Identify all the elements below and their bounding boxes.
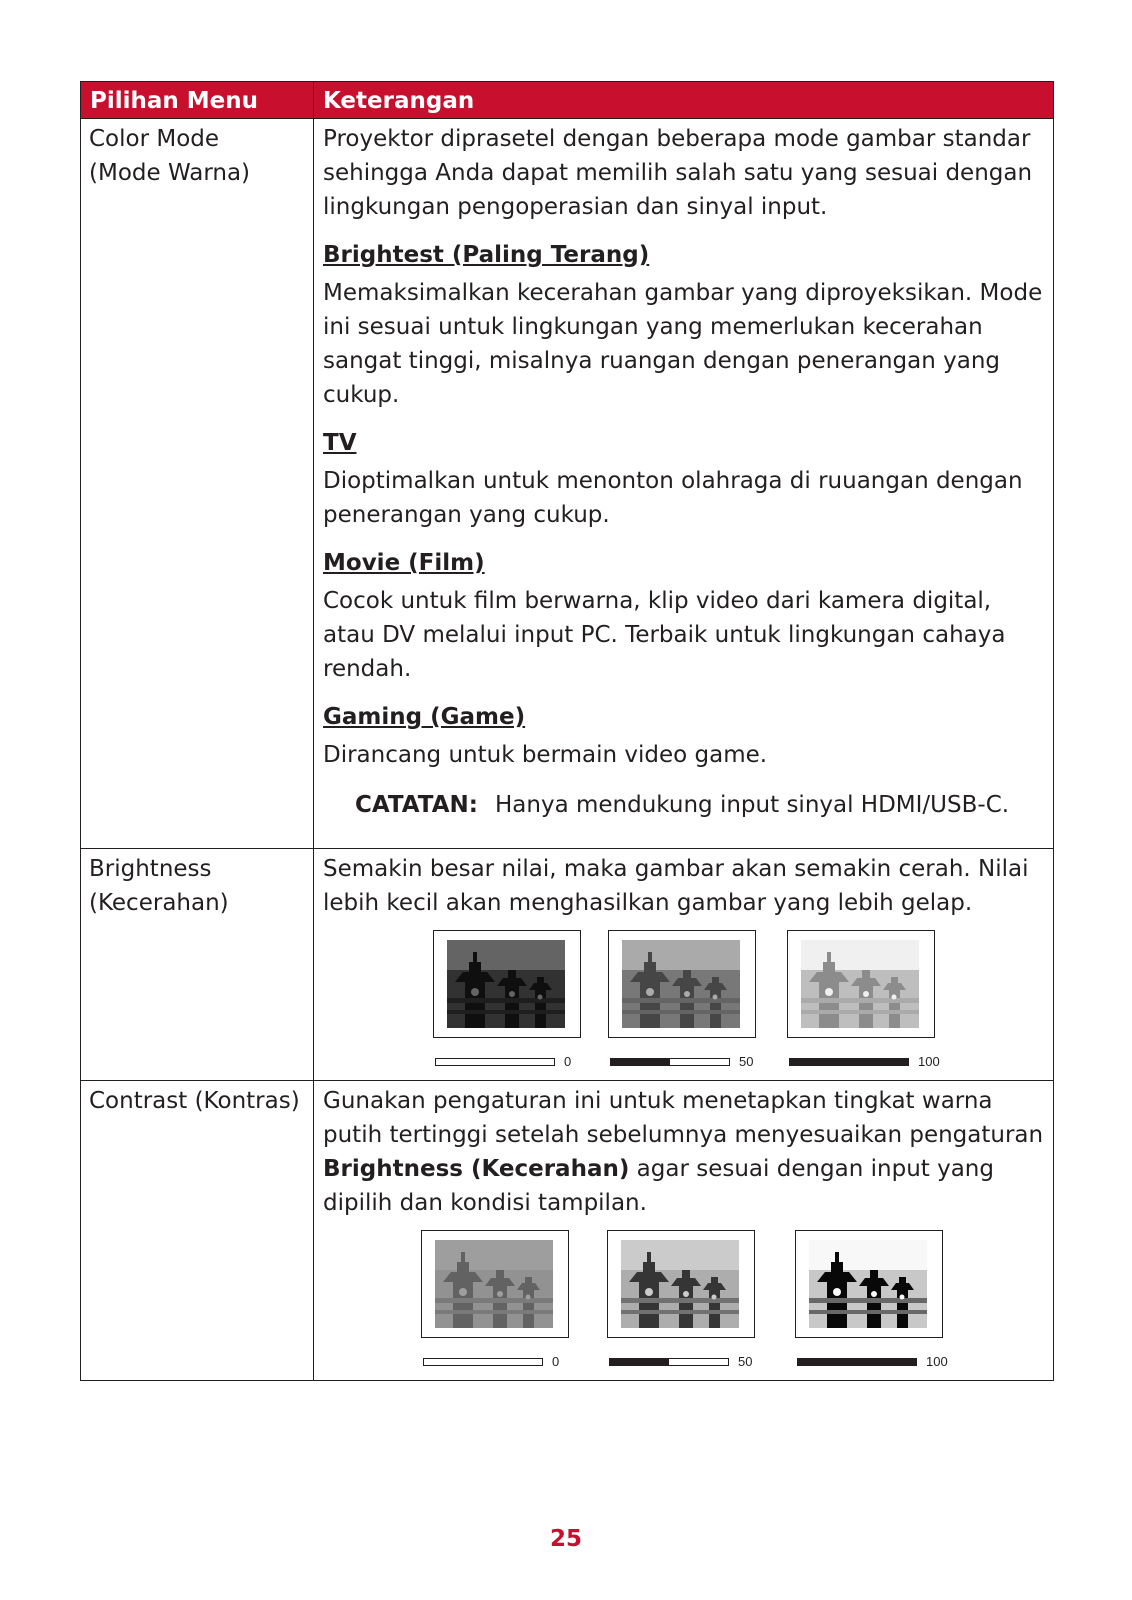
color-mode-intro: Proyektor diprasetel dengan beberapa mode gambar standar sehingga Anda dapat memilih salah satu yang sesuai dengan lingkungan pengoperasian dan sinyal input. — [323, 126, 1033, 220]
contrast-text-bold: Brightness (Kecerahan) — [323, 1156, 630, 1182]
brightness-level-label-100: 100 — [918, 1054, 940, 1069]
note-label: CATATAN: — [355, 792, 478, 818]
brightness-description — [314, 849, 1054, 1081]
brightness-examples — [323, 930, 1044, 1075]
contrast-level-bar-50 — [609, 1358, 729, 1366]
table-row-contrast — [81, 1081, 1054, 1381]
contrast-level-fill-100 — [798, 1359, 916, 1365]
brightness-level-label-0: 0 — [564, 1054, 572, 1069]
mode-text-brightest: Memaksimalkan kecerahan gambar yang diproyeksikan. Mode ini sesuai untuk lingkungan yang memerlukan kecerahan sangat tinggi, misalnya ruangan dengan penerangan yang cukup. — [323, 280, 1043, 408]
contrast-example-image-0 — [421, 1230, 569, 1338]
mode-title-movie: Movie (Film) — [323, 550, 485, 576]
brightness-level-fill-50 — [611, 1059, 670, 1065]
contrast-examples — [323, 1230, 1044, 1375]
color-mode-label: Color Mode (Mode Warna) — [81, 119, 314, 849]
brightness-example-image-0 — [433, 930, 581, 1038]
page-number: 25 — [549, 1526, 582, 1552]
table-row-brightness — [81, 849, 1054, 1081]
mode-title-brightest: Brightest (Paling Terang) — [323, 242, 650, 268]
contrast-level-label-100: 100 — [926, 1354, 948, 1369]
color-mode-description — [314, 119, 1054, 849]
table-header-row — [81, 82, 1054, 119]
header-menu-option: Pilihan Menu — [81, 82, 314, 119]
note-text: Hanya mendukung input sinyal HDMI/USB-C. — [495, 792, 1010, 818]
contrast-level-bar-0 — [423, 1358, 543, 1366]
menu-table — [80, 81, 1054, 1381]
contrast-text: Gunakan pengaturan ini untuk menetapkan tingkat warna putih tertinggi setelah sebelumnya menyesuaikan pengaturan Brightness (Kecerahan) agar sesuai dengan input yang dipilih dan kondisi tampilan. — [323, 1088, 1044, 1216]
contrast-description — [314, 1081, 1054, 1381]
brightness-example-image-50 — [608, 930, 756, 1038]
contrast-example-image-100 — [795, 1230, 943, 1338]
table-row-color-mode — [81, 119, 1054, 849]
brightness-level-bar-50 — [610, 1058, 730, 1066]
mode-title-tv: TV — [323, 430, 357, 456]
brightness-level-fill-100 — [790, 1059, 908, 1065]
brightness-level-bar-100 — [789, 1058, 909, 1066]
contrast-level-label-50: 50 — [738, 1354, 753, 1369]
brightness-text: Semakin besar nilai, maka gambar akan semakin cerah. Nilai lebih kecil akan menghasilkan gambar yang lebih gelap. — [323, 856, 1029, 916]
contrast-level-label-0: 0 — [552, 1354, 560, 1369]
mode-title-gaming: Gaming (Game) — [323, 704, 526, 730]
brightness-example-image-100 — [787, 930, 935, 1038]
contrast-level-bar-100 — [797, 1358, 917, 1366]
header-description: Keterangan — [314, 82, 1054, 119]
brightness-level-label-50: 50 — [739, 1054, 754, 1069]
brightness-label: Brightness (Kecerahan) — [81, 849, 314, 1081]
mode-text-tv: Dioptimalkan untuk menonton olahraga di ruuangan dengan penerangan yang cukup. — [323, 468, 1023, 528]
note — [355, 788, 1044, 822]
brightness-level-bar-0 — [435, 1058, 555, 1066]
contrast-example-image-50 — [607, 1230, 755, 1338]
mode-text-movie: Cocok untuk film berwarna, klip video dari kamera digital, atau DV melalui input PC. Terbaik untuk lingkungan cahaya rendah. — [323, 588, 1006, 682]
mode-text-gaming: Dirancang untuk bermain video game. — [323, 742, 768, 768]
contrast-level-fill-50 — [610, 1359, 669, 1365]
contrast-label: Contrast (Kontras) — [81, 1081, 314, 1381]
